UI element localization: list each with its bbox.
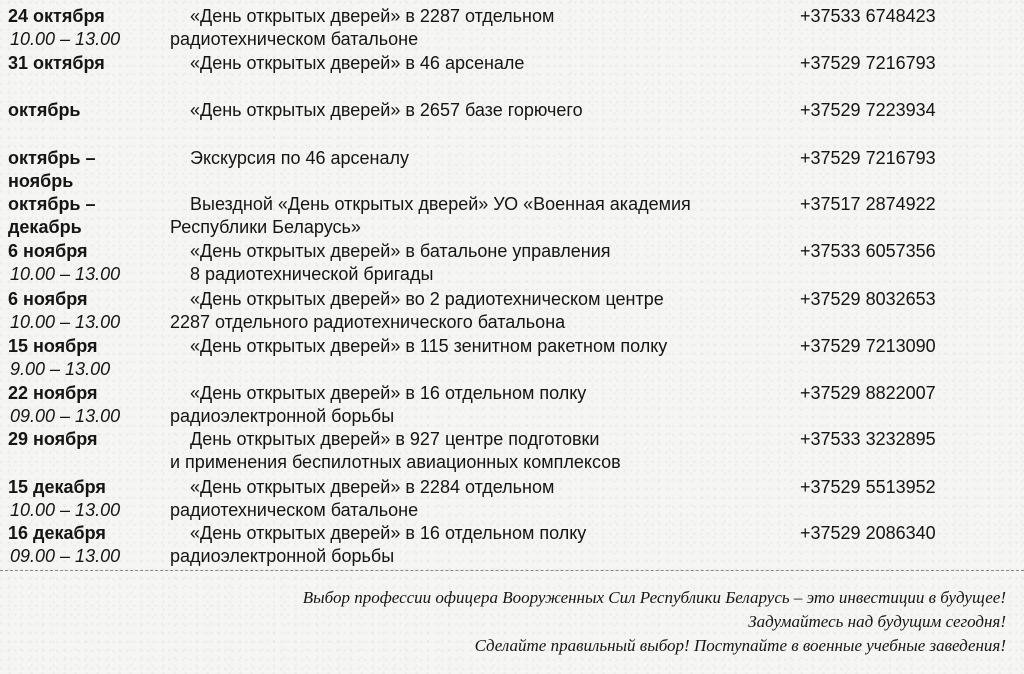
event-description-line: «День открытых дверей» в 2284 отдельном [190,477,555,497]
event-description-line: День открытых дверей» в 927 центре подготовки [190,429,600,449]
event-phone: +37529 2086340 [800,523,936,543]
event-date: 22 ноября [8,383,98,403]
event-description [170,382,790,428]
event-description [170,288,790,334]
event-date-continued: ноябрь [8,171,74,191]
event-phone: +37529 7223934 [800,100,936,120]
event-description-line: «День открытых дверей» в батальоне управления [190,241,611,261]
event-description-line: радиотехническом батальоне [170,500,419,520]
event-time: 10.00 – 13.00 [10,264,121,284]
event-date: октябрь [8,100,81,120]
event-time: 10.00 – 13.00 [10,29,121,49]
event-description-line: «День открытых дверей» в 16 отдельном полку [190,383,587,403]
event-description [170,99,790,122]
event-date: 6 ноября [8,241,88,261]
event-description [170,193,790,239]
event-phone: +37533 6748423 [800,6,936,26]
event-description-line: «День открытых дверей» в 115 зенитном ракетном полку [190,336,668,356]
event-description-line: радиоэлектронной борьбы [170,406,395,426]
event-phone: +37529 5513952 [800,477,936,497]
event-phone: +37517 2874922 [800,194,936,214]
event-description-line: «День открытых дверей» в 46 арсенале [190,53,525,73]
footer-line: Задумайтесь над будущим сегодня! [748,612,1006,631]
event-date: 24 октября [8,6,105,26]
event-description-line: 2287 отдельного радиотехнического батальона [170,312,566,332]
event-date: 15 ноября [8,336,98,356]
event-phone: +37529 7216793 [800,53,936,73]
footer-line: Сделайте правильный выбор! Поступайте в военные учебные заведения! [474,636,1006,655]
event-description [170,522,790,568]
event-date: 31 октября [8,53,105,73]
footer-slogan [303,586,1006,658]
section-divider [0,570,1024,571]
event-phone: +37529 8032653 [800,289,936,309]
event-description [170,476,790,522]
event-phone: +37533 6057356 [800,241,936,261]
event-phone: +37529 7213090 [800,336,936,356]
event-description-line: «День открытых дверей» в 16 отдельном полку [190,523,587,543]
event-description-line: 8 радиотехнической бригады [190,264,434,284]
event-date: 6 ноября [8,289,88,309]
event-date: 15 декабря [8,477,106,497]
event-description-line: «День открытых дверей» в 2657 базе горючего [190,100,583,120]
event-description-line: Выездной «День открытых дверей» УО «Военная академия [190,194,691,214]
event-description-line: и применения беспилотных авиационных комплексов [170,452,621,472]
event-time: 10.00 – 13.00 [10,312,121,332]
event-time: 9.00 – 13.00 [10,359,111,379]
event-description-line: «День открытых дверей» во 2 радиотехническом центре [190,289,664,309]
event-date-continued: декабрь [8,217,82,237]
event-description [170,5,790,51]
event-description-line: «День открытых дверей» в 2287 отдельном [190,6,555,26]
event-date: 16 декабря [8,523,106,543]
event-date: октябрь – [8,194,96,214]
event-description-line: радиотехническом батальоне [170,29,419,49]
event-phone: +37533 3232895 [800,429,936,449]
event-date: 29 ноября [8,429,98,449]
event-description [170,147,790,170]
event-time: 10.00 – 13.00 [10,500,121,520]
footer-line: Выбор профессии офицера Вооруженных Сил Республики Беларусь – это инвестиции в будущее! [302,588,1006,607]
event-description [170,335,790,358]
event-description [170,428,790,474]
event-description-line: Республики Беларусь» [170,217,361,237]
event-description-line: Экскурсия по 46 арсеналу [190,148,409,168]
event-phone: +37529 8822007 [800,383,936,403]
event-phone: +37529 7216793 [800,148,936,168]
event-time: 09.00 – 13.00 [10,406,121,426]
event-date: октябрь – [8,148,96,168]
event-time: 09.00 – 13.00 [10,546,121,566]
event-description [170,240,790,286]
event-description [170,52,790,75]
event-description-line: радиоэлектронной борьбы [170,546,395,566]
